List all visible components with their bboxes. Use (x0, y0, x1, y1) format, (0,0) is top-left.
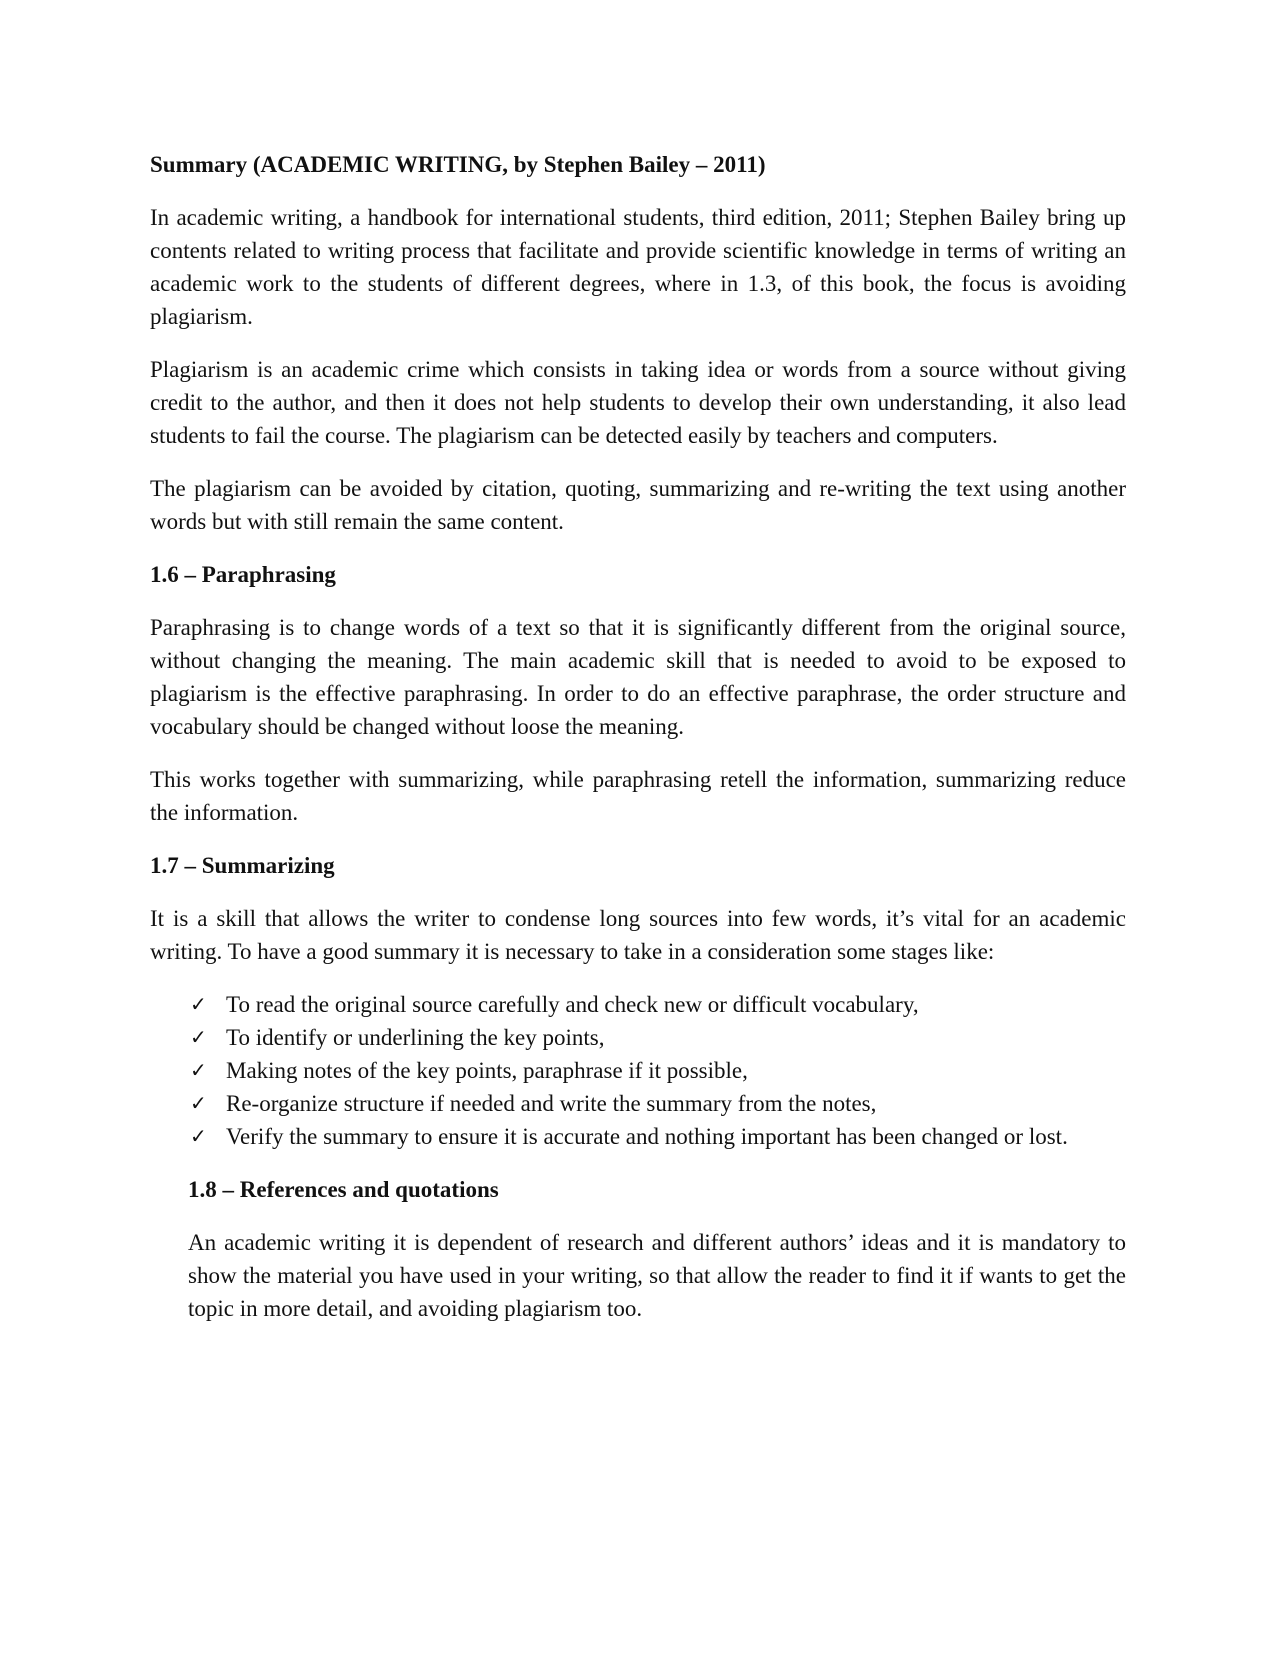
checkmark-icon: ✓ (190, 1124, 207, 1148)
checkmark-icon: ✓ (190, 1025, 207, 1049)
list-item (190, 1021, 1126, 1054)
summarizing-paragraph: It is a skill that allows the writer to condense long sources into few words, it’s vital for an academic writing. To have a good summary it is necessary to take in a consideration some stages like: (150, 906, 1126, 964)
list-item-text: Re-organize structure if needed and write the summary from the notes, (226, 1091, 877, 1116)
list-item-text: To identify or underlining the key points, (226, 1025, 605, 1050)
checkmark-icon: ✓ (190, 992, 207, 1016)
list-item-text: To read the original source carefully and check new or difficult vocabulary, (226, 992, 919, 1017)
checkmark-icon: ✓ (190, 1058, 207, 1082)
document-title: Summary (ACADEMIC WRITING, by Stephen Bailey – 2011) (150, 152, 766, 177)
section-heading-references: 1.8 – References and quotations (188, 1177, 499, 1202)
intro-paragraph: In academic writing, a handbook for international students, third edition, 2011; Stephen Bailey bring up contents related to writing process that facilitate and provide scientific knowledge in terms of writing an academic work to the students of different degrees, where in 1.3, of this book, the focus is avoiding plagiarism. (150, 205, 1126, 329)
document-page (150, 148, 1126, 1345)
references-paragraph: An academic writing it is dependent of research and different authors’ ideas and it is mandatory to show the material you have used in your writing, so that allow the reader to find it if wants to get the topic in more detail, and avoiding plagiarism too. (188, 1230, 1126, 1321)
paraphrasing-summary-paragraph: This works together with summarizing, while paraphrasing retell the information, summarizing reduce the information. (150, 767, 1126, 825)
section-heading-summarizing: 1.7 – Summarizing (150, 853, 335, 878)
section-heading-paraphrasing: 1.6 – Paraphrasing (150, 562, 336, 587)
list-item (190, 1054, 1126, 1087)
list-item-text: Verify the summary to ensure it is accurate and nothing important has been changed or lost. (226, 1124, 1068, 1149)
summary-stages-list (150, 988, 1126, 1153)
avoidance-paragraph: The plagiarism can be avoided by citation, quoting, summarizing and re-writing the text using another words but with still remain the same content. (150, 476, 1126, 534)
paraphrasing-paragraph: Paraphrasing is to change words of a text so that it is significantly different from the original source, without changing the meaning. The main academic skill that is needed to avoid to be exposed to plagiarism is the effective paraphrasing. In order to do an effective paraphrase, the order structure and vocabulary should be changed without loose the meaning. (150, 615, 1126, 739)
plagiarism-paragraph: Plagiarism is an academic crime which consists in taking idea or words from a source without giving credit to the author, and then it does not help students to develop their own understanding, it also lead students to fail the course. The plagiarism can be detected easily by teachers and computers. (150, 357, 1126, 448)
checkmark-icon: ✓ (190, 1091, 207, 1115)
list-item (190, 1087, 1126, 1120)
list-item (190, 1120, 1126, 1153)
list-item-text: Making notes of the key points, paraphrase if it possible, (226, 1058, 748, 1083)
list-item (190, 988, 1126, 1021)
